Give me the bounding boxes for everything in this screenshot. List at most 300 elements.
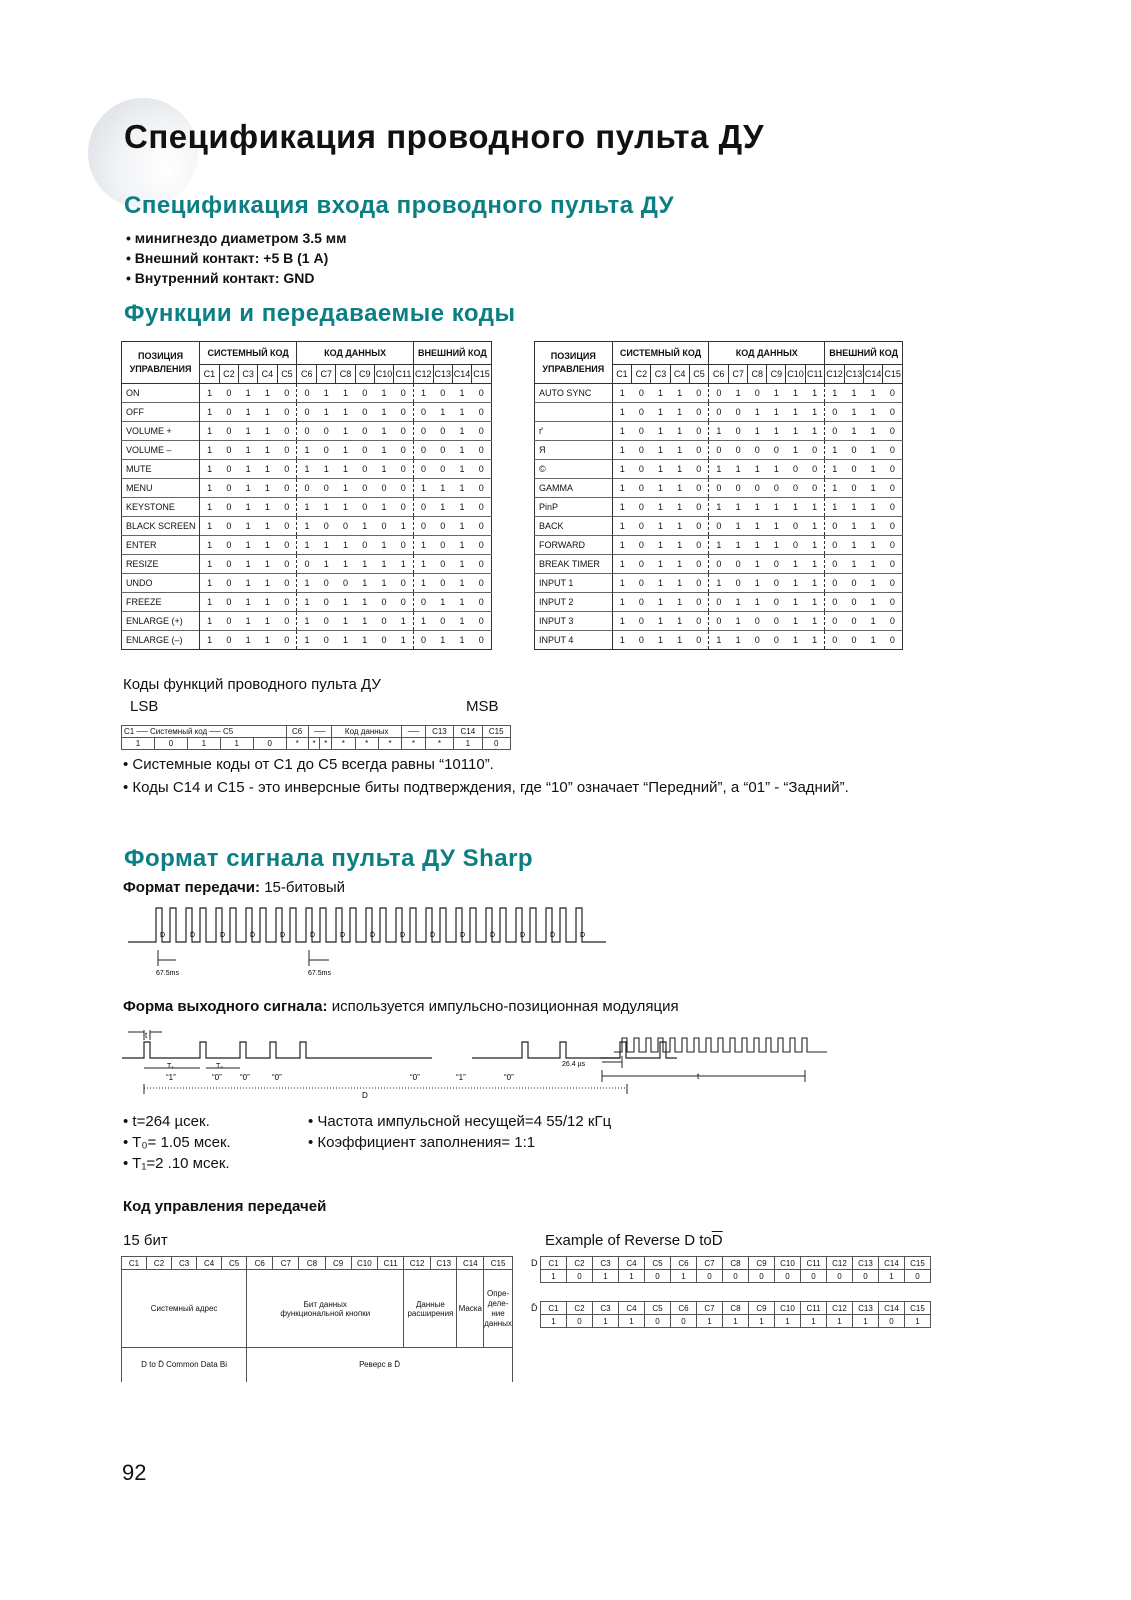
col-c6: C6 [297, 365, 317, 384]
bit-cell: 0 [219, 536, 238, 555]
bit-cell: 1 [374, 536, 393, 555]
param-t0: • T₀= 1.05 мсек. [123, 1134, 231, 1151]
wave-label: D [220, 932, 226, 939]
bit-cell: 0 [297, 555, 317, 574]
col-c7: C7 [317, 365, 336, 384]
bit-cell: 1 [612, 612, 632, 631]
bit-cell: 0 [277, 574, 297, 593]
bit-cell: 1 [239, 403, 258, 422]
col-c13: C13 [844, 365, 863, 384]
control-name: ENLARGE (+) [122, 612, 200, 631]
bit-cell: 0 [709, 555, 729, 574]
rev-bit: 0 [697, 1270, 723, 1283]
rev-bit: 1 [749, 1315, 775, 1328]
bit-cell: 1 [651, 574, 670, 593]
bit-cell: 1 [239, 479, 258, 498]
bit-cell: 0 [632, 403, 651, 422]
bit-cell: 1 [336, 555, 355, 574]
col-c4: C4 [258, 365, 277, 384]
bit-cell: 0 [472, 574, 492, 593]
rev-bit: 1 [879, 1270, 905, 1283]
bit-cell: 1 [394, 555, 414, 574]
bit-cell: 0 [472, 498, 492, 517]
svg-text:T₀: T₀ [216, 1063, 224, 1070]
bit-cell: 0 [297, 384, 317, 403]
bit-cell: 0 [632, 517, 651, 536]
control-name: BACK [535, 517, 613, 536]
bit-cell: 0 [748, 479, 767, 498]
bit-cell: 1 [239, 460, 258, 479]
bit-cell: 0 [748, 631, 767, 650]
bit-cell: 1 [200, 384, 220, 403]
bit-cell: 0 [786, 460, 805, 479]
wave-label: D [520, 932, 526, 939]
bit-cell: 1 [452, 403, 471, 422]
heading-functions: Функции и передаваемые коды [124, 300, 516, 327]
bit-cell: 0 [277, 498, 297, 517]
bit-cell: 1 [374, 555, 393, 574]
rev-col: C8 [723, 1257, 749, 1270]
bit-cell: 1 [355, 593, 374, 612]
ctrl-col-c7: C7 [273, 1257, 299, 1270]
bit-cell: 1 [317, 498, 336, 517]
bit-cell: 0 [394, 536, 414, 555]
bit-cell: 0 [786, 479, 805, 498]
mini-bit: * [308, 738, 320, 750]
code-row [122, 536, 492, 555]
code-row [122, 517, 492, 536]
wave-label: D̄ [190, 932, 196, 939]
transfer-value: 15-битовый [264, 879, 346, 896]
rev-bit: 0 [905, 1270, 931, 1283]
bit-cell: 1 [729, 460, 748, 479]
control-name: KEYSTONE [122, 498, 200, 517]
code-row [122, 479, 492, 498]
control-name: BLACK SCREEN [122, 517, 200, 536]
codes-table-right [534, 341, 903, 650]
bit-cell: 1 [239, 422, 258, 441]
code-row [535, 384, 903, 403]
bit-cell: 1 [844, 384, 863, 403]
rev-bit: 1 [593, 1270, 619, 1283]
bit-cell: 1 [864, 536, 883, 555]
bit-cell: 0 [729, 441, 748, 460]
bit-cell: 0 [689, 536, 709, 555]
mini-header-system: C1 ── Системный код ── C5 [122, 726, 287, 738]
rev-bit: 0 [567, 1315, 593, 1328]
bit-cell: 1 [317, 384, 336, 403]
rev-col: C1 [541, 1302, 567, 1315]
wave-label: D̄ [490, 932, 496, 939]
bit-cell: 1 [297, 536, 317, 555]
bit-cell: 1 [452, 441, 471, 460]
bit-cell: 0 [277, 460, 297, 479]
bit-cell: 1 [864, 441, 883, 460]
bit-cell: 0 [433, 612, 452, 631]
rev-col: C13 [853, 1257, 879, 1270]
rev-col: C7 [697, 1302, 723, 1315]
bit-cell: 1 [844, 422, 863, 441]
bit-cell: 0 [219, 574, 238, 593]
bit-cell: 0 [472, 555, 492, 574]
bit-cell: 1 [864, 460, 883, 479]
bit-cell: 0 [355, 498, 374, 517]
code-row [535, 479, 903, 498]
rev-col: C5 [645, 1302, 671, 1315]
rev-bit: 0 [827, 1270, 853, 1283]
bit-cell: 0 [689, 403, 709, 422]
bit-cell: 0 [825, 574, 845, 593]
rev-col: C9 [749, 1257, 775, 1270]
rev-bit: 0 [645, 1315, 671, 1328]
rev-col: C15 [905, 1302, 931, 1315]
bit-cell: 0 [297, 403, 317, 422]
wave-label: D [340, 932, 346, 939]
bit-cell: 1 [336, 536, 355, 555]
bit-cell: 1 [651, 517, 670, 536]
col-c4: C4 [670, 365, 689, 384]
bit-cell: 0 [433, 536, 452, 555]
bit-cell: 1 [805, 574, 825, 593]
col-c7: C7 [729, 365, 748, 384]
bit-cell: 1 [651, 612, 670, 631]
output-signal [123, 998, 679, 1015]
bit-cell: 0 [219, 403, 238, 422]
col-c10: C10 [374, 365, 393, 384]
bit-cell: 1 [670, 384, 689, 403]
rev-col: C2 [567, 1302, 593, 1315]
control-name: Я [535, 441, 613, 460]
transfer-waveform [128, 900, 586, 980]
bit-cell: 1 [336, 441, 355, 460]
bit-cell: 0 [825, 612, 845, 631]
bit-cell: 1 [374, 422, 393, 441]
bit-cell: 0 [472, 593, 492, 612]
bit-cell: 1 [297, 517, 317, 536]
code-row [535, 555, 903, 574]
rev-col: C15 [905, 1257, 931, 1270]
bit-cell: 1 [651, 403, 670, 422]
bit-cell: 0 [729, 422, 748, 441]
bit-cell: 1 [729, 536, 748, 555]
code-row [535, 536, 903, 555]
param-text: t=264 µсек. [132, 1113, 210, 1130]
bit-cell: 1 [805, 593, 825, 612]
bit-cell: 0 [277, 555, 297, 574]
group-definition: Опре- деле- ние данных [484, 1270, 513, 1348]
wave-label: D [400, 932, 406, 939]
mini-header-c6: C6 [286, 726, 308, 738]
rev-bit: 0 [671, 1315, 697, 1328]
bit-cell: 1 [748, 422, 767, 441]
ctrl-col-c10: C10 [351, 1257, 377, 1270]
code-row [122, 612, 492, 631]
wave-label: D̄ [550, 932, 556, 939]
bit-cell: 1 [864, 517, 883, 536]
ctrl-col-c9: C9 [325, 1257, 351, 1270]
ctrl-col-c5: C5 [222, 1257, 247, 1270]
bit-cell: 0 [825, 631, 845, 650]
example-title-bar: $\overline{D}$ [711, 1232, 723, 1249]
bit-cell: 0 [883, 479, 903, 498]
bit-cell: 1 [612, 536, 632, 555]
bit-cell: 1 [651, 422, 670, 441]
bit-cell: 1 [258, 460, 277, 479]
bit-cell: 0 [689, 574, 709, 593]
ctrl-col-c11: C11 [378, 1257, 404, 1270]
control-name: VOLUME – [122, 441, 200, 460]
mini-header-c15: C15 [482, 726, 510, 738]
spec-item: • минигнездо диаметром 3.5 мм [126, 228, 347, 248]
col-c9: C9 [767, 365, 786, 384]
bit-cell: 1 [709, 422, 729, 441]
bit-cell: 1 [200, 536, 220, 555]
rev-bit: 1 [775, 1315, 801, 1328]
bit-cell: 1 [239, 574, 258, 593]
bit-cell: 0 [709, 593, 729, 612]
rev-col: C12 [827, 1302, 853, 1315]
bit-cell: 0 [355, 422, 374, 441]
code-row [535, 574, 903, 593]
bit-cell: 1 [317, 536, 336, 555]
bit-cell: 0 [767, 574, 786, 593]
col-system-code: СИСТЕМНЫЙ КОД [200, 342, 297, 365]
bit-cell: 1 [336, 460, 355, 479]
bit-cell: 1 [748, 460, 767, 479]
bit-cell: 0 [689, 631, 709, 650]
rev-col: C11 [801, 1257, 827, 1270]
param-duty: • Коэффициент заполнения= 1:1 [308, 1134, 536, 1151]
bit-cell: 0 [433, 441, 452, 460]
bit-label: “1” [166, 1073, 176, 1082]
control-name: INPUT 2 [535, 593, 613, 612]
bit-cell: 0 [355, 403, 374, 422]
bit-cell: 1 [258, 517, 277, 536]
bit-cell: 1 [355, 612, 374, 631]
bit-cell: 1 [651, 555, 670, 574]
svg-text:67.5ms: 67.5ms [308, 970, 331, 977]
group-data-bits: Бит данных функциональной кнопки [247, 1270, 404, 1348]
ctrl-col-c2: C2 [147, 1257, 172, 1270]
bit-cell: 0 [219, 441, 238, 460]
param-text: Коэффициент заполнения= 1:1 [317, 1134, 536, 1151]
bit-cell: 0 [297, 422, 317, 441]
bit-cell: 1 [825, 441, 845, 460]
col-c2: C2 [632, 365, 651, 384]
bit-cell: 0 [748, 384, 767, 403]
bit-cell: 1 [612, 517, 632, 536]
wave-label: D [460, 932, 466, 939]
code-row [535, 593, 903, 612]
bit-cell: 0 [277, 536, 297, 555]
bit-label: “0” [410, 1073, 420, 1082]
bit-cell: 1 [258, 536, 277, 555]
ctrl-col-c4: C4 [197, 1257, 222, 1270]
rev-col: C13 [853, 1302, 879, 1315]
bit-cell: 1 [670, 498, 689, 517]
bit-cell: 1 [612, 593, 632, 612]
code-row [122, 384, 492, 403]
bit-cell: 1 [844, 498, 863, 517]
rev-bit: 1 [905, 1315, 931, 1328]
control-name: PinP [535, 498, 613, 517]
rev-bit: 1 [697, 1315, 723, 1328]
bit-cell: 1 [805, 498, 825, 517]
example-title [545, 1232, 723, 1249]
rev-bit: 1 [801, 1315, 827, 1328]
param-carrier: • Частота импульсной несущей=4 55/12 кГц [308, 1113, 612, 1130]
bit-cell: 0 [472, 631, 492, 650]
bit-cell: 1 [670, 593, 689, 612]
bit-cell: 1 [864, 498, 883, 517]
bit-cell: 0 [709, 441, 729, 460]
bit-cell: 1 [786, 498, 805, 517]
control-code-table [121, 1256, 513, 1382]
bit-cell: 0 [844, 631, 863, 650]
bit-cell: 1 [612, 460, 632, 479]
code-row [535, 498, 903, 517]
bit-cell: 1 [200, 441, 220, 460]
col-c15: C15 [883, 365, 903, 384]
bit-cell: 1 [864, 422, 883, 441]
control-name: ON [122, 384, 200, 403]
mini-bit: 0 [253, 738, 286, 750]
code-row [535, 460, 903, 479]
bit-cell: 1 [374, 441, 393, 460]
bit-cell: 0 [709, 517, 729, 536]
rev-bit: 0 [723, 1270, 749, 1283]
bit-cell: 0 [472, 422, 492, 441]
bit-cell: 0 [317, 631, 336, 650]
bit-cell: 1 [748, 517, 767, 536]
bit-cell: 1 [825, 479, 845, 498]
bit-cell: 0 [472, 612, 492, 631]
reverse-table-d [540, 1256, 931, 1283]
bit-cell: 1 [709, 631, 729, 650]
bit-cell: 1 [805, 517, 825, 536]
bit-cell: 0 [355, 460, 374, 479]
bit-cell: 0 [413, 631, 433, 650]
control-name: ґ [535, 422, 613, 441]
control-name: © [535, 460, 613, 479]
bit-cell: 0 [883, 403, 903, 422]
bit-cell: 1 [651, 479, 670, 498]
bit-cell: 1 [748, 498, 767, 517]
col-ext-code: ВНЕШНИЙ КОД [825, 342, 903, 365]
output-value: используется импульсно-позиционная модуляция [331, 998, 679, 1015]
bit-cell: 1 [317, 460, 336, 479]
bit-cell: 0 [844, 460, 863, 479]
control-name: BREAK TIMER [535, 555, 613, 574]
control-name: OFF [122, 403, 200, 422]
bit-cell: 0 [883, 631, 903, 650]
rev-col: C5 [645, 1257, 671, 1270]
bit-cell: 1 [433, 479, 452, 498]
bit-cell: 0 [472, 479, 492, 498]
bit-cell: 0 [689, 479, 709, 498]
bit-cell: 0 [394, 593, 414, 612]
code-row [122, 422, 492, 441]
bit-cell: 0 [413, 441, 433, 460]
rev-bit: 0 [879, 1315, 905, 1328]
bit-cell: 0 [632, 384, 651, 403]
control-name: GAMMA [535, 479, 613, 498]
wave-label: D [160, 932, 166, 939]
bit-cell: 1 [844, 555, 863, 574]
bit-cell: 0 [472, 384, 492, 403]
bit-cell: 1 [670, 479, 689, 498]
bit-cell: 0 [767, 593, 786, 612]
rev-col: C11 [801, 1302, 827, 1315]
bit-cell: 0 [297, 479, 317, 498]
bit-cell: 0 [394, 384, 414, 403]
bit-cell: 0 [219, 460, 238, 479]
note-text: Системные коды от C1 до C5 всегда равны “10110”. [132, 756, 494, 773]
rev-bit: 1 [593, 1315, 619, 1328]
bit-cell: 0 [374, 479, 393, 498]
bit-cell: 0 [317, 479, 336, 498]
param-text: T₀= 1.05 мсек. [132, 1134, 231, 1151]
bit-cell: 1 [200, 479, 220, 498]
bit-cell: 1 [670, 441, 689, 460]
rev-bit: 0 [645, 1270, 671, 1283]
bit-cell: 1 [452, 612, 471, 631]
bit-label: “0” [272, 1073, 282, 1082]
heading-signal-format: Формат сигнала пульта ДУ Sharp [124, 845, 534, 872]
control-name: MUTE [122, 460, 200, 479]
mini-bit: 1 [187, 738, 220, 750]
col-c6: C6 [709, 365, 729, 384]
bit-cell: 1 [767, 403, 786, 422]
bit-cell: 1 [433, 631, 452, 650]
bit-cell: 0 [336, 574, 355, 593]
col-c12: C12 [825, 365, 845, 384]
bit-cell: 0 [219, 631, 238, 650]
bit-cell: 1 [612, 555, 632, 574]
bit-cell: 0 [883, 593, 903, 612]
code-row [122, 403, 492, 422]
bit-cell: 1 [864, 555, 883, 574]
bit-cell: 0 [709, 612, 729, 631]
bit-cell: 0 [413, 460, 433, 479]
bit-cell: 0 [844, 593, 863, 612]
bit-cell: 1 [258, 612, 277, 631]
mini-bit: 1 [220, 738, 253, 750]
bit-cell: 1 [786, 593, 805, 612]
bit-cell: 0 [767, 479, 786, 498]
bit-cell: 0 [689, 498, 709, 517]
wave-label: D̄ [250, 932, 256, 939]
bit-cell: 1 [864, 574, 883, 593]
col-ext-code: ВНЕШНИЙ КОД [413, 342, 491, 365]
bit-cell: 0 [433, 555, 452, 574]
bit-cell: 1 [239, 441, 258, 460]
bit-label: “0” [240, 1073, 250, 1082]
bit-cell: 0 [472, 460, 492, 479]
rev-bit: 1 [619, 1315, 645, 1328]
bit-cell: 0 [805, 441, 825, 460]
mini-bit: * [332, 738, 355, 750]
bit-cell: 0 [825, 517, 845, 536]
wave-label: D [580, 932, 586, 939]
rev-bit: 1 [827, 1315, 853, 1328]
bit-cell: 0 [632, 441, 651, 460]
bit-cell: 0 [433, 517, 452, 536]
bit-cell: 0 [689, 441, 709, 460]
bit-cell: 0 [433, 460, 452, 479]
input-spec-list [126, 228, 347, 288]
bit-cell: 1 [748, 593, 767, 612]
